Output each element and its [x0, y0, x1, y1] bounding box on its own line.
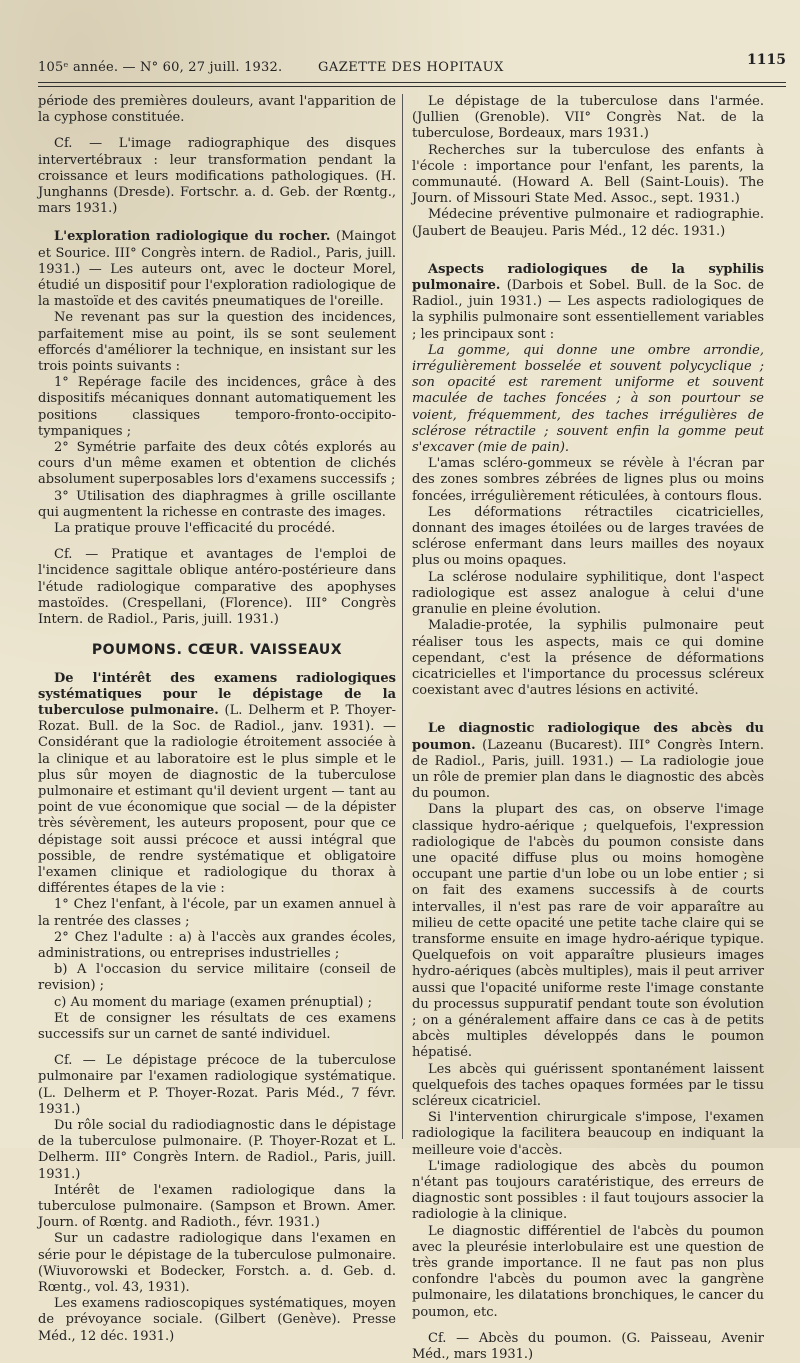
- spacer: [412, 699, 764, 709]
- right-paragraph: Maladie-protée, la syphilis pulmonaire peut réaliser tous les aspects, mais ce qui domine cependant, c'est la présence de déformations cicatricielles et l'importance du processus scléreux coexistant avec d'autres lésions en activité.: [412, 618, 764, 699]
- article-body: (Lazeanu (Bucarest). III° Congrès Intern. de Radiol., Paris, juill. 1931.) — La radiologie joue un rôle de premier plan dans le diagnostic des abcès du poumon.: [412, 737, 764, 802]
- left-paragraph: Et de consigner les résultats de ces examens successifs sur un carnet de santé individuel.: [38, 1010, 396, 1042]
- left-paragraph: Du rôle social du radiodiagnostic dans le dépistage de la tuberculose pulmonaire. (P. Thoyer-Rozat et L. Delherm. III° Congrès Intern. de Radiol., Paris, juill. 1931.): [38, 1117, 396, 1182]
- right-paragraph: La sclérose nodulaire syphilitique, dont l'aspect radiologique est assez analogue à celui d'une granulie en pleine évolution.: [412, 569, 764, 618]
- article-title: L'exploration radiologique du rocher.: [54, 229, 331, 245]
- right-paragraph: Les déformations rétractiles cicatricielles, donnant des images étoilées ou de larges travées de sclérose enfermant dans leurs mailles des noyaux plus ou moins opaques.: [412, 504, 764, 569]
- article-title: De l'intérêt des examens radiologiques systématiques pour le dépistage de la tuberculose pulmonaire.: [38, 670, 396, 718]
- right-paragraph: Les abcès qui guérissent spontanément laissent quelquefois des taches opaques formées par le tissu scléreux cicatriciel.: [412, 1061, 764, 1109]
- article-title: Le diagnostic radiologique des abcès du poumon.: [412, 721, 764, 753]
- article-syphilis: [412, 262, 764, 343]
- right-paragraph: Recherches sur la tuberculose des enfants à l'école : importance pour l'enfant, les parents, la communauté. (Howard A. Bell (Saint-Louis). The Journ. of Missouri State Med. Assoc., sept. 1931.): [412, 142, 764, 207]
- right-paragraph: Si l'intervention chirurgicale s'impose, l'examen radiologique la facilitera beaucoup en indiquant la meilleure voie d'accès.: [412, 1110, 764, 1158]
- left-cf-note: Cf. — L'image radiographique des disques intervertébraux : leur transformation pendant la croissance et leurs modifications pathologiques. (H. Junghanns (Dresde). Fortschr. a. d. Geb. der Rœntg., mars 1931.): [38, 136, 396, 217]
- left-paragraph: 1° Repérage facile des incidences, grâce à des dispositifs mécaniques donnant automatiquement les positions classiques temporo-fronto-occipito-tympaniques ;: [38, 375, 396, 439]
- article-abces: [412, 721, 764, 802]
- left-paragraph: 2° Symétrie parfaite des deux côtés explorés au cours d'un même examen et obtention de clichés absolument superposables lors d'examens successifs ;: [38, 440, 396, 488]
- left-column: [38, 94, 397, 1344]
- header-rule-bottom: [38, 86, 786, 87]
- right-column: [412, 94, 764, 1363]
- column-divider: [402, 94, 403, 1139]
- left-paragraph: La pratique prouve l'efficacité du procédé.: [54, 521, 336, 537]
- left-paragraph: c) Au moment du mariage (examen prénuptial) ;: [54, 994, 372, 1010]
- left-paragraph: 1° Chez l'enfant, à l'école, par un examen annuel à la rentrée des classes ;: [38, 897, 396, 929]
- article-body: (L. Delherm et P. Thoyer-Rozat. Bull. de la Soc. de Radiol., janv. 1931). — Considérant que la radiologie étroitement associée à la clinique et au laboratoire est le plus simple et le plus sûr moyen de diagnostic de la tuberculose pulmonaire et estimant qu'il devient urgent — tant au point de vue économique que social — de la dépister très sévèrement, les auteurs proposent, pour que ce dépistage soit aussi précoce et aussi intégral que possible, de rendre systématique et obligatoire l'examen clinique et radiologique du thorax à différentes étapes de la vie :: [38, 702, 396, 897]
- spacer: [412, 240, 764, 250]
- page-header: [38, 52, 786, 82]
- left-paragraph: période des premières douleurs, avant l'apparition de la cyphose constituée.: [38, 94, 396, 126]
- right-paragraph: Dans la plupart des cas, on observe l'image classique hydro-aérique ; quelquefois, l'expression radiologique de l'abcès du poumon consiste dans une opacité diffuse plus ou moins homogène occupant une partie d'un lobe ou un lobe entier ; si on fait des examens successifs à de courts intervalles, il n'est pas rare de voir apparaître au milieu de cette opacité une petite tache claire qui se transforme ensuite en image hydro-aérique typique. Quelquefois on voit apparaître plusieurs images hydro-aériques (abcès multiples), mais il peut arriver aussi que l'opacité uniforme reste l'image constante du processus suppuratif pendant toute son évolution ; on a généralement affaire dans ce cas à de petits abcès multiples développés dans le poumon hépatisé.: [412, 802, 764, 1061]
- left-paragraph: Intérêt de l'examen radiologique dans la tuberculose pulmonaire. (Sampson et Brown. Amer. Journ. of Rœntg. and Radioth., févr. 1931.): [38, 1182, 396, 1231]
- left-paragraph: Les examens radioscopiques systématiques, moyen de prévoyance sociale. (Gilbert (Genève). Presse Méd., 12 déc. 1931.): [38, 1296, 396, 1344]
- issue-info: 105ᵉ année. — N° 60, 27 juill. 1932.: [38, 60, 283, 75]
- left-cf-note: Cf. — Pratique et avantages de l'emploi de l'incidence sagittale oblique antéro-postérieure dans l'étude radiologique comparative des apophyses mastoïdes. (Crespellani, (Florence). III° Congrès Intern. de Radiol., Paris, juill. 1931.): [38, 547, 396, 628]
- right-paragraph: Le dépistage de la tuberculose dans l'armée. (Jullien (Grenoble). VII° Congrès Nat. de la tuberculose, Bordeaux, mars 1931.): [412, 94, 764, 142]
- page-number: 1115: [747, 52, 786, 68]
- right-paragraph: Le diagnostic différentiel de l'abcès du poumon avec la pleurésie interlobulaire est une question de très grande importance. Il ne faut pas non plus confondre l'abcès du poumon avec la gangrène pulmonaire, les dilatations bronchiques, le cancer du poumon, etc.: [412, 1223, 764, 1320]
- article-title: Aspects radiologiques de la syphilis pulmonaire.: [412, 261, 764, 294]
- right-paragraph: L'image radiologique des abcès du poumon n'étant pas toujours caratéristique, des erreurs de diagnostic sont possibles : il faut toujours associer la radiologie à la clinique.: [412, 1158, 764, 1223]
- section-heading: POUMONS. CŒUR. VAISSEAUX: [91, 642, 343, 659]
- article-body: (Maingot et Sourice. III° Congrès intern. de Radiol., Paris, juill. 1931.) — Les auteurs ont, avec le docteur Morel, étudié un dispositif pour l'exploration radiologique de la mastoïde et des cavités pneumatiques de l'oreille.: [38, 229, 397, 310]
- left-paragraph: Sur un cadastre radiologique dans l'examen en série pour le dépistage de la tuberculose pulmonaire. (Wiuvorowski et Bodecker, Forstch. a. d. Geb. d. Rœntg., vol. 43, 1931).: [38, 1231, 396, 1296]
- left-paragraph: Ne revenant pas sur la question des incidences, parfaitement mise au point, ils se sont seulement efforcés d'améliorer la technique, en insistant sur les trois points suivants :: [38, 310, 396, 375]
- left-paragraph: 3° Utilisation des diaphragmes à grille oscillante qui augmentent la richesse en contraste des images.: [38, 488, 396, 520]
- left-cf-note: Cf. — Le dépistage précoce de la tuberculose pulmonaire par l'examen radiologique systématique. (L. Delherm et P. Thoyer-Rozat. Paris Méd., 7 févr. 1931.): [38, 1053, 396, 1117]
- article-rocher: [38, 229, 396, 310]
- right-paragraph: La gomme, qui donne une ombre arrondie, irrégulièrement bosselée et souvent polycyclique ; son opacité est rarement uniforme et souvent maculée de taches foncées ; à son pourtour se voient, fréquemment, des taches irrégulières de sclérose rétractile ; souvent enfin la gomme peut s'excaver (mie de pain).: [412, 342, 764, 456]
- right-paragraph: Médecine préventive pulmonaire et radiographie. (Jaubert de Beaujeu. Paris Méd., 12 déc. 1931.): [412, 207, 764, 239]
- article-body: (Darbois et Sobel. Bull. de la Soc. de Radiol., juin 1931.) — Les aspects radiologiques de la syphilis pulmonaire sont essentiellement variables ; les principaux sont :: [412, 278, 764, 342]
- header-rule-top: [38, 82, 786, 83]
- left-paragraph: 2° Chez l'adulte : a) à l'accès aux grandes écoles, administrations, ou entreprises industrielles ;: [38, 929, 396, 961]
- right-paragraph: L'amas scléro-gommeux se révèle à l'écran par des zones sombres zébrées de lignes plus ou moins foncées, irrégulièrement réticulées, à contours flous.: [412, 456, 764, 504]
- publication-title: GAZETTE DES HOPITAUX: [318, 60, 504, 75]
- left-paragraph: b) A l'occasion du service militaire (conseil de revision) ;: [38, 962, 396, 994]
- article-tuberculose: [38, 671, 396, 898]
- right-cf-note: Cf. — Abcès du poumon. (G. Paisseau, Avenir Méd., mars 1931.): [412, 1330, 764, 1363]
